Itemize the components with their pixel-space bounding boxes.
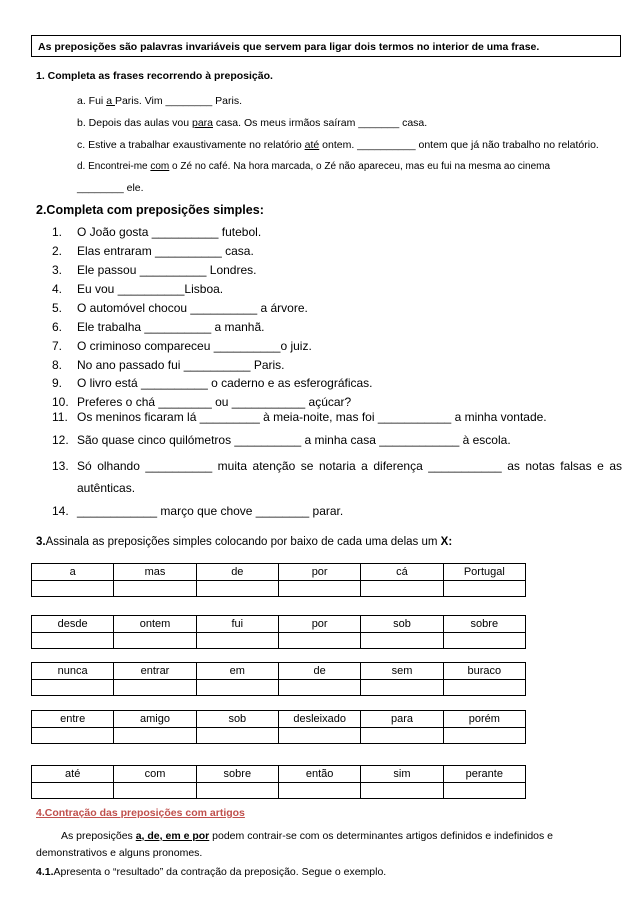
section-3-title bbox=[36, 536, 452, 548]
answer-cell[interactable] bbox=[361, 728, 443, 744]
preposition-table bbox=[31, 563, 526, 597]
list-item-text: No ano passado fui __________ Paris. bbox=[77, 358, 285, 372]
word-cell: com bbox=[114, 766, 196, 783]
word-cell: sob bbox=[196, 711, 278, 728]
list-item-text: Preferes o chá ________ ou ___________ açúcar? bbox=[77, 395, 352, 409]
word-cell: cá bbox=[361, 564, 443, 581]
answer-cell[interactable] bbox=[196, 581, 278, 597]
preposition-table bbox=[31, 765, 526, 799]
answer-cell[interactable] bbox=[114, 728, 196, 744]
exercise-1d bbox=[77, 161, 550, 172]
word-cell: nunca bbox=[32, 663, 114, 680]
preposition-table bbox=[31, 710, 526, 744]
table-header-row bbox=[32, 711, 526, 728]
section-4-1-text: Apresenta o “resultado” da contração da preposição. Segue o exemplo. bbox=[53, 866, 387, 878]
word-cell: sim bbox=[361, 766, 443, 783]
answer-row bbox=[32, 728, 526, 744]
exercise-1a-word: a bbox=[106, 95, 115, 107]
section-3-number: 3. bbox=[36, 536, 46, 548]
list-item-number: 6. bbox=[52, 320, 63, 334]
exercise-1c-pre: c. Estive a trabalhar exaustivamente no relatório bbox=[77, 139, 305, 151]
word-cell: a bbox=[32, 564, 114, 581]
section-1-title: 1. Completa as frases recorrendo à preposição. bbox=[36, 70, 273, 82]
list-item-text: São quase cinco quilómetros __________ a minha casa ____________ à escola. bbox=[77, 433, 511, 447]
section-4-prepositions: a, de, em e por bbox=[135, 830, 210, 842]
list-item-number: 2. bbox=[52, 244, 63, 258]
list-item-text: Eu vou __________Lisboa. bbox=[77, 282, 224, 296]
section-4-1-number: 4.1. bbox=[36, 866, 54, 878]
word-cell: buraco bbox=[443, 663, 525, 680]
answer-cell[interactable] bbox=[114, 581, 196, 597]
list-item-text: Os meninos ficaram lá _________ à meia-noite, mas foi ___________ a minha vontade. bbox=[77, 410, 547, 424]
exercise-1a-post: Paris. Vim ________ Paris. bbox=[114, 95, 242, 107]
section-4-paragraph-pre: As preposições bbox=[61, 830, 136, 842]
word-cell: amigo bbox=[114, 711, 196, 728]
word-cell: desde bbox=[32, 616, 114, 633]
exercise-1d-line2: ________ ele. bbox=[77, 182, 144, 194]
list-item-text: O livro está __________ o caderno e as esferográficas. bbox=[77, 376, 373, 390]
list-item-number: 10. bbox=[52, 395, 69, 409]
answer-row bbox=[32, 680, 526, 696]
word-cell: fui bbox=[196, 616, 278, 633]
table-header-row bbox=[32, 616, 526, 633]
answer-cell[interactable] bbox=[361, 633, 443, 649]
word-cell: de bbox=[196, 564, 278, 581]
list-item-text: ____________ março que chove ________ parar. bbox=[77, 504, 344, 518]
table-header-row bbox=[32, 564, 526, 581]
section-3-x-mark: X: bbox=[440, 536, 453, 548]
word-cell: para bbox=[361, 711, 443, 728]
exercise-1d-word: com bbox=[150, 161, 170, 172]
word-cell: Portugal bbox=[443, 564, 525, 581]
section-4-title: 4.Contração das preposições com artigos bbox=[36, 807, 245, 819]
answer-cell[interactable] bbox=[443, 581, 525, 597]
answer-cell[interactable] bbox=[443, 680, 525, 696]
list-item-text: Ele passou __________ Londres. bbox=[77, 263, 257, 277]
section-2-title: 2.Completa com preposições simples: bbox=[36, 203, 264, 217]
word-cell: até bbox=[32, 766, 114, 783]
exercise-1c-post: ontem. __________ ontem que já não trabalho no relatório. bbox=[319, 139, 599, 151]
word-cell: porém bbox=[443, 711, 525, 728]
answer-cell[interactable] bbox=[32, 680, 114, 696]
exercise-1d-pre: d. Encontrei-me bbox=[77, 161, 151, 172]
exercise-1a bbox=[77, 95, 242, 107]
list-item-number: 1. bbox=[52, 225, 63, 239]
answer-row bbox=[32, 783, 526, 799]
answer-cell[interactable] bbox=[32, 633, 114, 649]
table-header-row bbox=[32, 663, 526, 680]
list-item-text: O criminoso compareceu __________o juiz. bbox=[77, 339, 312, 353]
answer-cell[interactable] bbox=[32, 783, 114, 799]
list-item-text: O automóvel chocou __________ a árvore. bbox=[77, 301, 308, 315]
list-item-number: 12. bbox=[52, 433, 69, 447]
answer-cell[interactable] bbox=[32, 728, 114, 744]
answer-cell[interactable] bbox=[196, 680, 278, 696]
preposition-table bbox=[31, 615, 526, 649]
answer-cell[interactable] bbox=[278, 581, 360, 597]
exercise-1d-post: o Zé no café. Na hora marcada, o Zé não apareceu, mas eu fui na mesma ao cinema bbox=[169, 161, 551, 172]
list-item-text: Ele trabalha __________ a manhã. bbox=[77, 320, 265, 334]
list-item-text: Só olhando __________ muita atenção se notaria a diferença ___________ as notas falsas e as bbox=[77, 459, 622, 473]
list-item-text: autênticas. bbox=[77, 481, 136, 495]
list-item-number: 5. bbox=[52, 301, 63, 315]
answer-cell[interactable] bbox=[114, 783, 196, 799]
answer-cell[interactable] bbox=[361, 783, 443, 799]
answer-cell[interactable] bbox=[278, 783, 360, 799]
word-cell: de bbox=[278, 663, 360, 680]
intro-box: As preposições são palavras invariáveis que servem para ligar dois termos no interior de uma frase. bbox=[31, 35, 621, 57]
list-item-number: 11. bbox=[52, 410, 68, 424]
word-cell: sobre bbox=[196, 766, 278, 783]
list-item-text: Elas entraram __________ casa. bbox=[77, 244, 254, 258]
list-item-text: O João gosta __________ futebol. bbox=[77, 225, 262, 239]
word-cell: por bbox=[278, 616, 360, 633]
exercise-1b bbox=[77, 117, 427, 129]
answer-cell[interactable] bbox=[114, 633, 196, 649]
section-3-text: Assinala as preposições simples colocando por baixo de cada uma delas um bbox=[45, 536, 441, 548]
exercise-1b-post: casa. Os meus irmãos saíram _______ casa. bbox=[213, 117, 428, 129]
section-4-1 bbox=[36, 866, 386, 878]
list-item-number: 3. bbox=[52, 263, 63, 277]
answer-cell[interactable] bbox=[361, 680, 443, 696]
word-cell: em bbox=[196, 663, 278, 680]
answer-cell[interactable] bbox=[32, 581, 114, 597]
table-header-row bbox=[32, 766, 526, 783]
answer-cell[interactable] bbox=[443, 633, 525, 649]
answer-row bbox=[32, 581, 526, 597]
answer-cell[interactable] bbox=[278, 680, 360, 696]
word-cell: desleixado bbox=[278, 711, 360, 728]
word-cell: sob bbox=[361, 616, 443, 633]
list-item-number: 7. bbox=[52, 339, 63, 353]
answer-cell[interactable] bbox=[443, 728, 525, 744]
answer-cell[interactable] bbox=[196, 728, 278, 744]
section-4-paragraph-post: podem contrair-se com os determinantes artigos definidos e indefinidos e bbox=[209, 830, 554, 842]
exercise-1b-pre: b. Depois das aulas vou bbox=[77, 117, 192, 129]
list-item-number: 14. bbox=[52, 504, 69, 518]
exercise-1a-pre: a. Fui bbox=[77, 95, 107, 107]
answer-cell[interactable] bbox=[196, 633, 278, 649]
answer-cell[interactable] bbox=[196, 783, 278, 799]
word-cell: sem bbox=[361, 663, 443, 680]
word-cell: ontem bbox=[114, 616, 196, 633]
exercise-1c bbox=[77, 139, 599, 151]
list-item-number: 4. bbox=[52, 282, 63, 296]
word-cell: entre bbox=[32, 711, 114, 728]
answer-cell[interactable] bbox=[278, 728, 360, 744]
list-item-number: 13. bbox=[52, 459, 69, 473]
exercise-1c-word: até bbox=[304, 139, 320, 151]
answer-row bbox=[32, 633, 526, 649]
list-item-number: 9. bbox=[52, 376, 63, 390]
answer-cell[interactable] bbox=[278, 633, 360, 649]
word-cell: então bbox=[278, 766, 360, 783]
word-cell: por bbox=[278, 564, 360, 581]
word-cell: entrar bbox=[114, 663, 196, 680]
answer-cell[interactable] bbox=[361, 581, 443, 597]
section-4-paragraph bbox=[36, 830, 553, 842]
answer-cell[interactable] bbox=[443, 783, 525, 799]
preposition-table bbox=[31, 662, 526, 696]
word-cell: perante bbox=[443, 766, 525, 783]
word-cell: mas bbox=[114, 564, 196, 581]
list-item-number: 8. bbox=[52, 358, 63, 372]
exercise-1b-word: para bbox=[192, 117, 214, 129]
answer-cell[interactable] bbox=[114, 680, 196, 696]
section-4-paragraph-line2: demonstrativos e alguns pronomes. bbox=[36, 847, 203, 859]
word-cell: sobre bbox=[443, 616, 525, 633]
